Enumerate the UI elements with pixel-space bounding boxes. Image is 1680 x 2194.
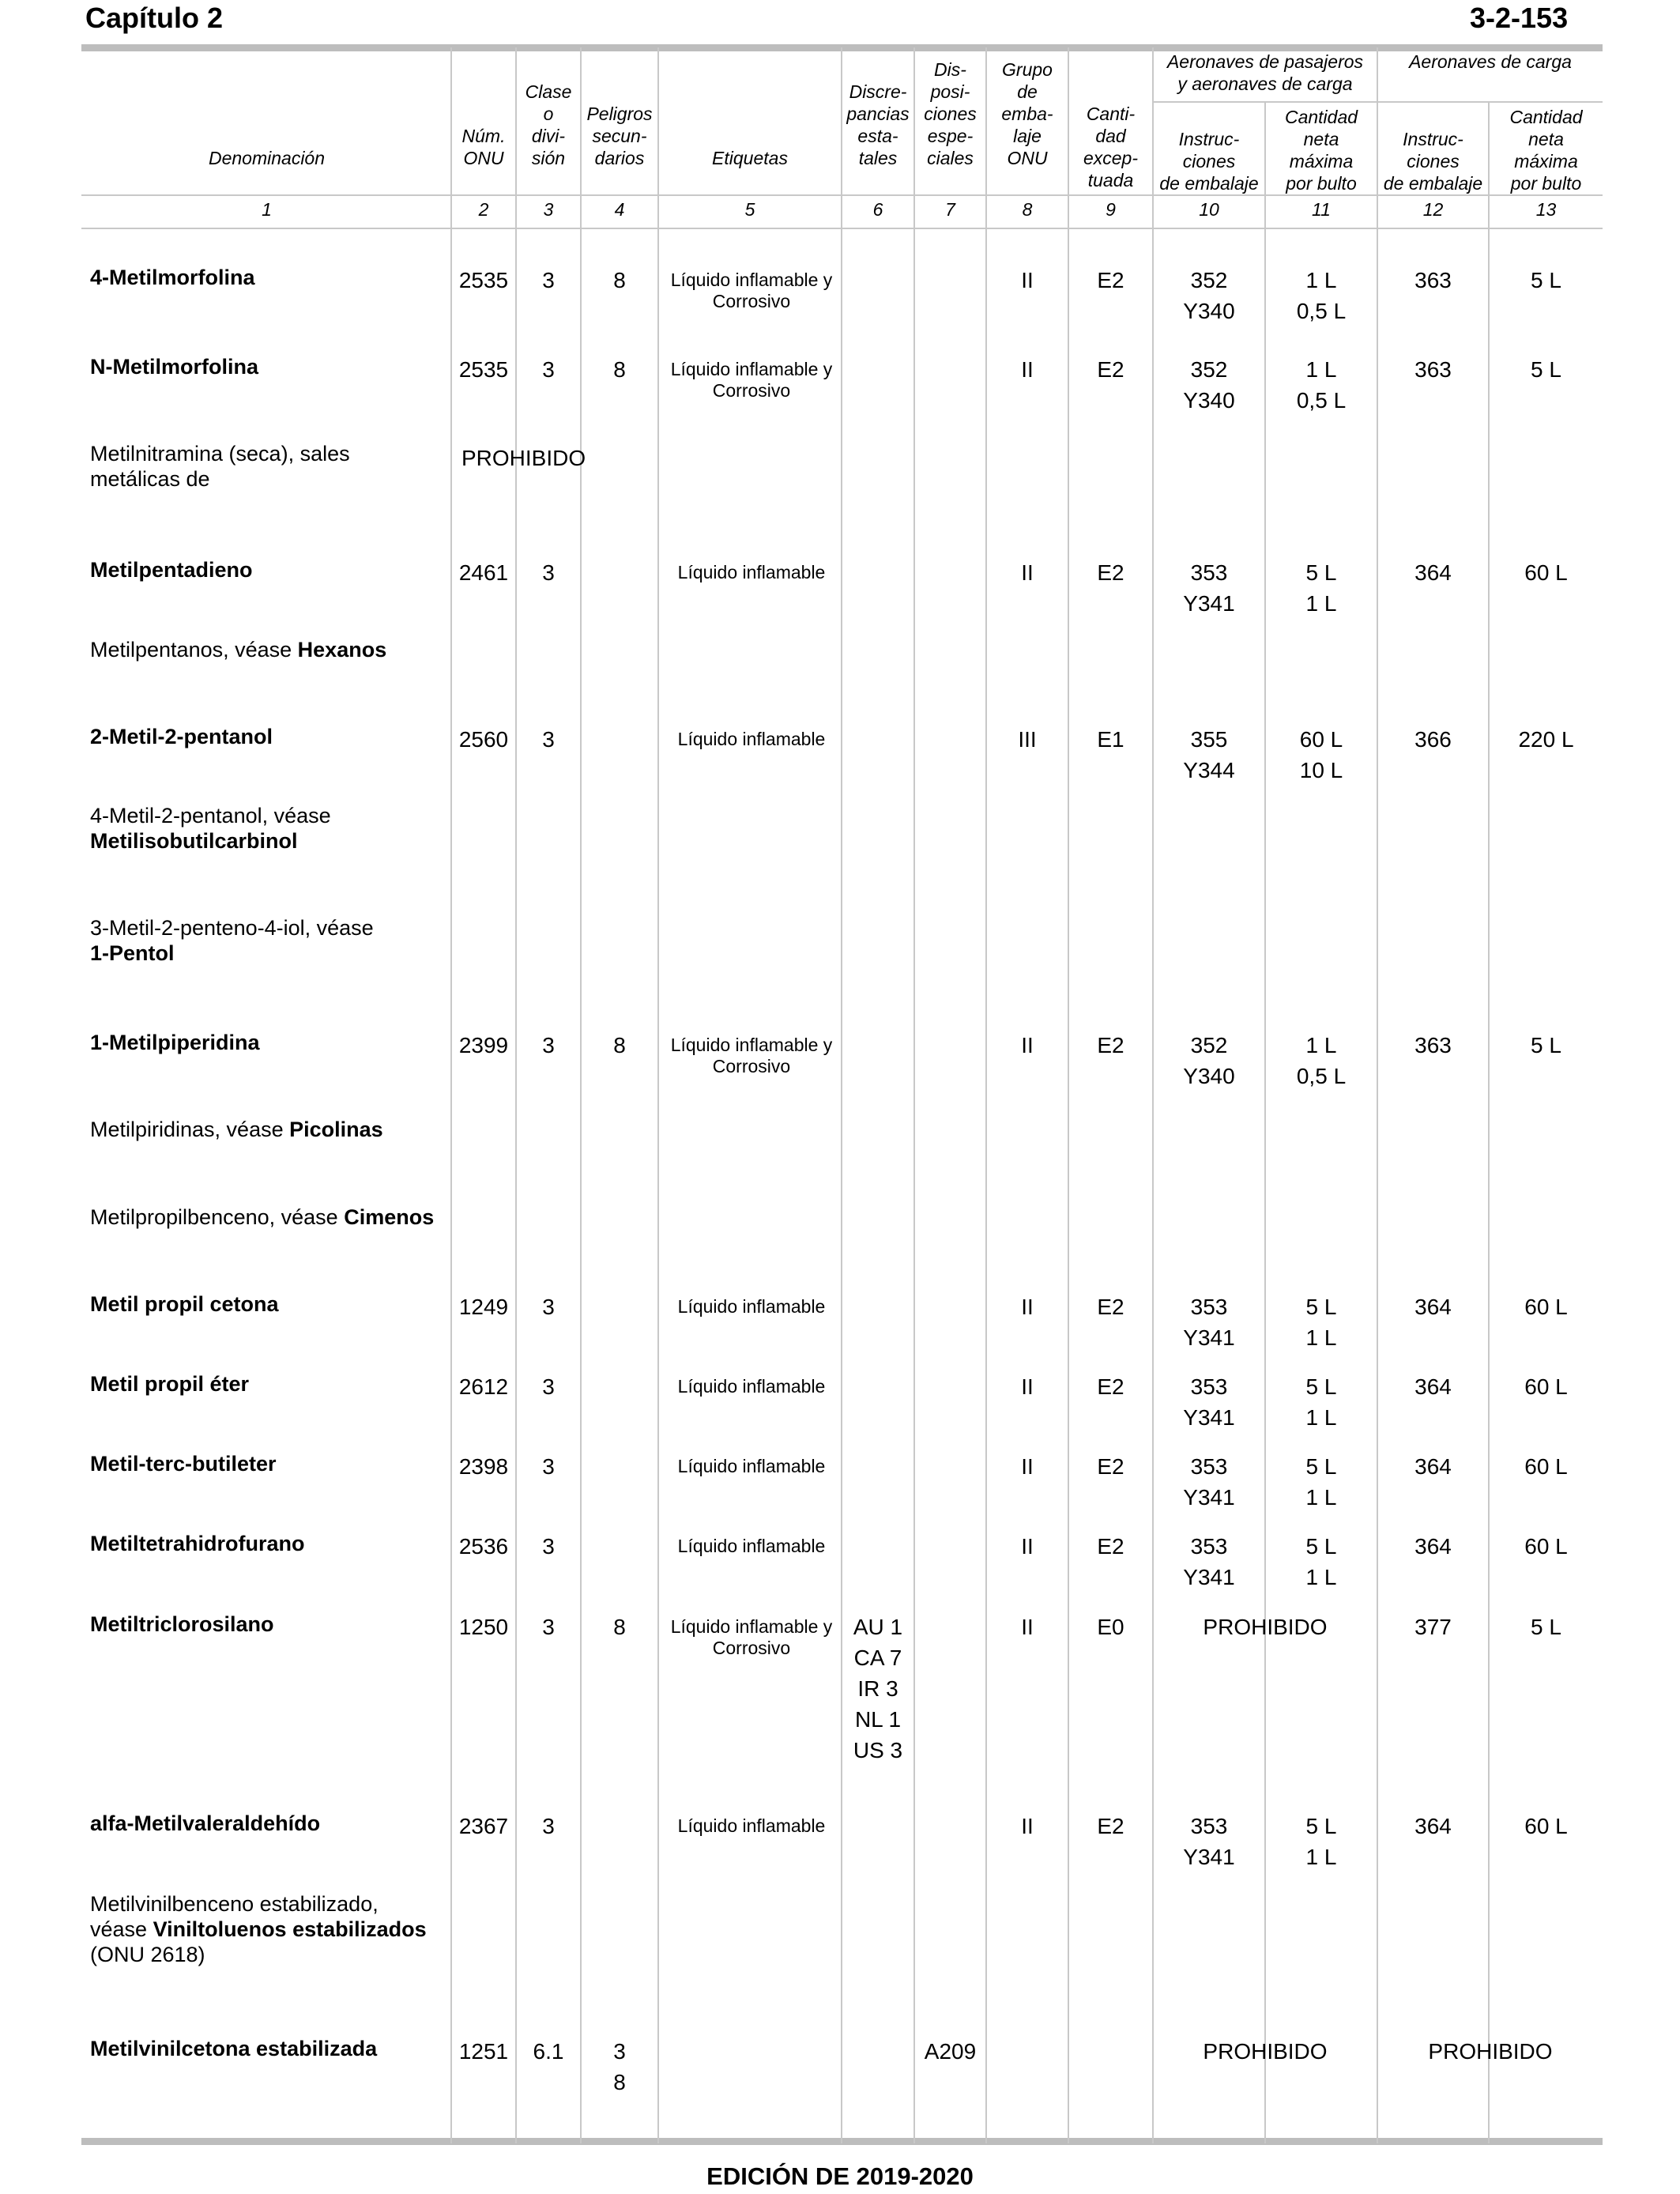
labels: Líquido inflamable [677, 729, 826, 749]
substance-name: Metil propil éter [90, 1372, 250, 1396]
table-row [0, 1531, 1680, 1589]
cargo-packing-instruction: 364 [1414, 1295, 1452, 1319]
secondary-hazards: 8 [613, 357, 626, 382]
header-grupo-embalaje: Grupo de emba- laje ONU [1001, 59, 1053, 168]
table-row [0, 354, 1680, 413]
table-row [0, 1451, 1680, 1510]
substance-name: Metilnitramina (seca), sales metálicas de [90, 442, 350, 491]
pax-max-quantity: 60 L 10 L [1299, 727, 1343, 782]
substance-name: Metiltetrahidrofurano [90, 1532, 305, 1555]
table-row [0, 557, 1680, 616]
table-row [0, 915, 1680, 965]
labels: Líquido inflamable y Corrosivo [670, 359, 833, 401]
column-number: 13 [1535, 199, 1557, 220]
class-division: 3 [542, 1454, 555, 1479]
table-row [0, 1371, 1680, 1430]
header-pax-cantidad: Cantidad neta máxima por bulto [1284, 107, 1358, 194]
substance-name: 1-Metilpiperidina [90, 1031, 260, 1054]
labels: Líquido inflamable y Corrosivo [670, 1035, 833, 1076]
header-discrepancias: Discre- pancias esta- tales [846, 81, 910, 168]
header-clase: Clase o divi- sión [525, 81, 572, 168]
cargo-max-quantity: 5 L [1531, 1033, 1561, 1057]
excepted-quantity: E2 [1097, 1295, 1124, 1319]
cargo-prohibited: PROHIBIDO [1428, 2039, 1553, 2064]
onu-number: 1249 [458, 1295, 509, 1319]
class-division: 3 [542, 1374, 555, 1399]
secondary-hazards: 3 8 [613, 2039, 626, 2094]
onu-number: 2461 [458, 560, 509, 585]
pax-max-quantity: 5 L 1 L [1305, 1374, 1337, 1430]
onu-number: 2536 [458, 1534, 509, 1559]
page-number: 3-2-153 [1470, 2, 1569, 34]
excepted-quantity: E0 [1097, 1615, 1124, 1639]
table-row [0, 1117, 1680, 1141]
excepted-quantity: E2 [1097, 1454, 1124, 1479]
substance-name: Metilpentadieno [90, 558, 253, 582]
cargo-packing-instruction: 366 [1414, 727, 1452, 752]
excepted-quantity: E2 [1097, 1814, 1124, 1838]
class-division: 3 [542, 727, 555, 752]
table-row [0, 803, 1680, 853]
header-cargo-cantidad: Cantidad neta máxima por bulto [1509, 107, 1583, 194]
excepted-quantity: E2 [1097, 1374, 1124, 1399]
packing-group: III [1018, 727, 1037, 752]
secondary-hazards: 8 [613, 268, 626, 292]
column-number: 6 [872, 199, 883, 220]
pax-packing-instruction: 352 Y340 [1183, 268, 1235, 323]
substance-name: Metilpentanos, véase Hexanos [90, 638, 387, 662]
class-division: 6.1 [533, 2039, 564, 2064]
cargo-max-quantity: 60 L [1524, 1814, 1568, 1838]
column-number: 2 [478, 199, 489, 220]
pax-packing-instruction: 353 Y341 [1183, 1374, 1235, 1430]
header-cargo-group: Aeronaves de carga [1409, 51, 1572, 72]
cargo-max-quantity: 60 L [1524, 1295, 1568, 1319]
substance-name: Metil propil cetona [90, 1292, 279, 1316]
class-division: 3 [542, 1295, 555, 1319]
column-number: 5 [744, 199, 755, 220]
class-division: 3 [542, 560, 555, 585]
labels: Líquido inflamable [677, 1456, 826, 1476]
group-header-divider [1152, 101, 1603, 103]
header-etiquetas: Etiquetas [712, 148, 788, 168]
onu-number: 2535 [458, 268, 509, 292]
pax-packing-instruction: 353 Y341 [1183, 1454, 1235, 1510]
cargo-max-quantity: 5 L [1531, 357, 1561, 382]
packing-group: II [1021, 1454, 1034, 1479]
cargo-packing-instruction: 364 [1414, 560, 1452, 585]
table-row [0, 441, 1680, 491]
secondary-hazards: 8 [613, 1033, 626, 1057]
cargo-max-quantity: 5 L [1531, 1615, 1561, 1639]
pax-max-quantity: 5 L 1 L [1305, 1534, 1337, 1589]
packing-group: II [1021, 1534, 1034, 1559]
cargo-packing-instruction: 364 [1414, 1374, 1452, 1399]
table-row [0, 1891, 1680, 1966]
header-disposiciones: Dis- posi- ciones espe- ciales [924, 59, 977, 168]
special-provisions: A209 [924, 2039, 977, 2064]
cargo-packing-instruction: 363 [1414, 268, 1452, 292]
column-divider [913, 47, 915, 2143]
labels: Líquido inflamable [677, 562, 826, 582]
pax-packing-instruction: 355 Y344 [1183, 727, 1235, 782]
pax-max-quantity: 5 L 1 L [1305, 1454, 1337, 1510]
table-row [0, 1030, 1680, 1088]
excepted-quantity: E1 [1097, 727, 1124, 752]
header-peligros: Peligros secun- darios [586, 104, 653, 168]
excepted-quantity: E2 [1097, 1033, 1124, 1057]
cargo-packing-instruction: 377 [1414, 1615, 1452, 1639]
table-row [0, 265, 1680, 323]
edition-footer: EDICIÓN DE 2019-2020 [706, 2162, 974, 2190]
onu-number: 2535 [458, 357, 509, 382]
packing-group: II [1021, 1814, 1034, 1838]
onu-number: 2612 [458, 1374, 509, 1399]
substance-name: 3-Metil-2-penteno-4-iol, véase 1-Pentol [90, 916, 374, 965]
pax-max-quantity: 5 L 1 L [1305, 1295, 1337, 1350]
header-divider [81, 194, 1603, 196]
packing-group: II [1021, 1295, 1034, 1319]
class-division: 3 [542, 1534, 555, 1559]
column-number: 7 [945, 199, 955, 220]
labels: Líquido inflamable [677, 1376, 826, 1397]
header-cantidad-exceptuada: Canti- dad excep- tuada [1083, 104, 1139, 190]
column-number: 3 [543, 199, 554, 220]
onu-number: 2367 [458, 1814, 509, 1838]
pax-max-quantity: 1 L 0,5 L [1296, 1033, 1347, 1088]
pax-max-quantity: 1 L 0,5 L [1296, 357, 1347, 413]
class-division: 3 [542, 1033, 555, 1057]
onu-number: 2398 [458, 1454, 509, 1479]
column-number-divider [81, 228, 1603, 229]
header-denominacion: Denominación [208, 148, 326, 168]
cargo-max-quantity: 60 L [1524, 560, 1568, 585]
labels: Líquido inflamable [677, 1815, 826, 1836]
excepted-quantity: E2 [1097, 357, 1124, 382]
cargo-max-quantity: 60 L [1524, 1534, 1568, 1559]
substance-name: Metilpiridinas, véase Picolinas [90, 1118, 383, 1141]
pax-max-quantity: 5 L 1 L [1305, 1814, 1337, 1869]
substance-name: Metiltriclorosilano [90, 1612, 274, 1636]
pax-prohibited: PROHIBIDO [1203, 2039, 1328, 2064]
cargo-packing-instruction: 364 [1414, 1814, 1452, 1838]
substance-name: Metilpropilbenceno, véase Cimenos [90, 1205, 435, 1229]
labels: Líquido inflamable y Corrosivo [670, 270, 833, 311]
pax-packing-instruction: 353 Y341 [1183, 1814, 1235, 1869]
substance-name: Metil-terc-butileter [90, 1452, 277, 1476]
substance-name: N-Metilmorfolina [90, 355, 258, 379]
packing-group: II [1021, 268, 1034, 292]
header-cargo-instrucciones: Instruc- ciones de embalaje [1383, 129, 1483, 194]
substance-name: Metilvinilbenceno estabilizado, véase Viniltoluenos estabilizados (ONU 2618) [90, 1892, 427, 1966]
onu-number: 2560 [458, 727, 509, 752]
secondary-hazards: 8 [613, 1615, 626, 1639]
packing-group: II [1021, 560, 1034, 585]
pax-max-quantity: 1 L 0,5 L [1296, 268, 1347, 323]
table-row [0, 637, 1680, 662]
substance-name: alfa-Metilvaleraldehído [90, 1811, 321, 1835]
state-variations: AU 1 CA 7 IR 3 NL 1 US 3 [853, 1615, 903, 1762]
labels: Líquido inflamable [677, 1296, 826, 1317]
substance-name: 2-Metil-2-pentanol [90, 725, 273, 748]
pax-packing-instruction: 352 Y340 [1183, 1033, 1235, 1088]
column-number: 4 [614, 199, 625, 220]
excepted-quantity: E2 [1097, 560, 1124, 585]
prohibited-text: PROHIBIDO [461, 446, 586, 470]
substance-name: 4-Metil-2-pentanol, véase Metilisobutilcarbinol [90, 804, 331, 853]
pax-max-quantity: 5 L 1 L [1305, 560, 1337, 616]
substance-name: Metilvinilcetona estabilizada [90, 2037, 378, 2060]
excepted-quantity: E2 [1097, 268, 1124, 292]
table-row [0, 1291, 1680, 1350]
packing-group: II [1021, 1374, 1034, 1399]
packing-group: II [1021, 1615, 1034, 1639]
cargo-packing-instruction: 363 [1414, 357, 1452, 382]
labels: Líquido inflamable y Corrosivo [670, 1616, 833, 1658]
header-pax-group: Aeronaves de pasajeros y aeronaves de carga [1166, 51, 1364, 94]
class-division: 3 [542, 1615, 555, 1639]
class-division: 3 [542, 1814, 555, 1838]
substance-name: 4-Metilmorfolina [90, 266, 255, 289]
pax-packing-instruction: 353 Y341 [1183, 560, 1235, 616]
cargo-max-quantity: 60 L [1524, 1374, 1568, 1399]
table-row [0, 724, 1680, 782]
excepted-quantity: E2 [1097, 1534, 1124, 1559]
packing-group: II [1021, 357, 1034, 382]
packing-group: II [1021, 1033, 1034, 1057]
cargo-packing-instruction: 364 [1414, 1534, 1452, 1559]
column-number: 9 [1106, 199, 1116, 220]
column-number: 1 [262, 199, 272, 220]
header-num-onu: Núm. ONU [461, 126, 506, 168]
onu-number: 1251 [458, 2039, 509, 2064]
pax-packing-instruction: 353 Y341 [1183, 1534, 1235, 1589]
pax-packing-instruction: 353 Y341 [1183, 1295, 1235, 1350]
table-row [0, 1204, 1680, 1229]
class-division: 3 [542, 268, 555, 292]
column-number: 10 [1199, 199, 1219, 220]
cargo-packing-instruction: 363 [1414, 1033, 1452, 1057]
labels: Líquido inflamable [677, 1536, 826, 1556]
column-number: 11 [1312, 199, 1331, 220]
header-pax-instrucciones: Instruc- ciones de embalaje [1159, 129, 1259, 194]
onu-number: 2399 [458, 1033, 509, 1057]
column-number: 12 [1422, 199, 1444, 220]
pax-prohibited: PROHIBIDO [1203, 1615, 1328, 1639]
cargo-max-quantity: 220 L [1518, 727, 1574, 752]
cargo-max-quantity: 5 L [1531, 268, 1561, 292]
pax-packing-instruction: 352 Y340 [1183, 357, 1235, 413]
cargo-packing-instruction: 364 [1414, 1454, 1452, 1479]
table-row [0, 2036, 1680, 2094]
chapter-title: Capítulo 2 [85, 2, 224, 34]
onu-number: 1250 [458, 1615, 509, 1639]
class-division: 3 [542, 357, 555, 382]
column-number: 8 [1022, 199, 1033, 220]
cargo-max-quantity: 60 L [1524, 1454, 1568, 1479]
